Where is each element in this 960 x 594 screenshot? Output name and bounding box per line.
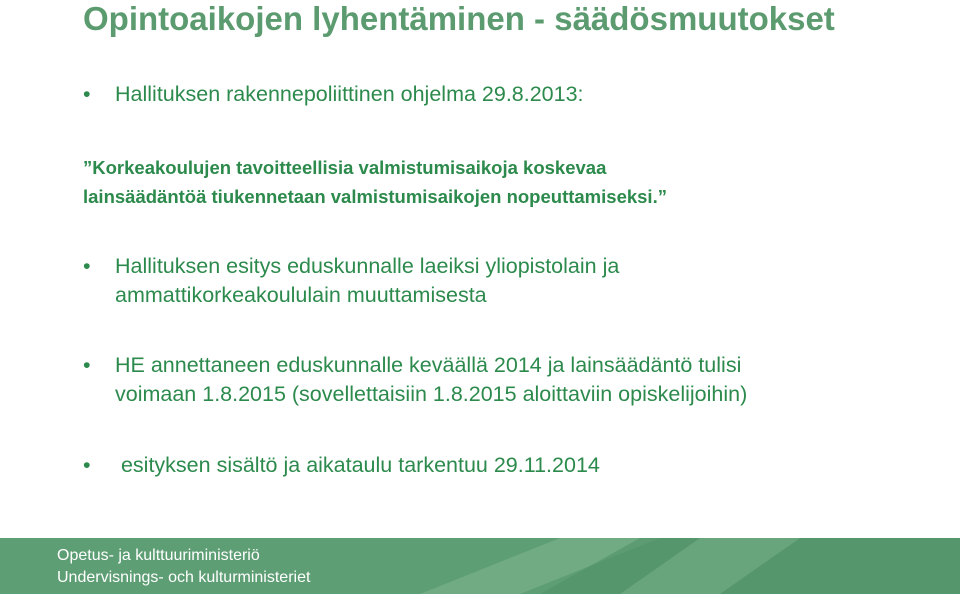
bullet-dot-icon: • [83, 254, 91, 278]
bullet-dot-icon: • [83, 353, 91, 377]
bullet-text [115, 351, 747, 409]
footer-ministry-sv: Undervisnings- och kulturministeriet [57, 569, 311, 586]
quote-block [83, 153, 667, 211]
slide-title: Opintoaikojen lyhentäminen - säädösmuutokset [83, 0, 835, 37]
bullet-text [115, 252, 619, 310]
bullet-line: voimaan 1.8.2015 (sovellettaisiin 1.8.2015 aloittaviin opiskelijoihin) [115, 382, 748, 406]
bullet-line: HE annettaneen eduskunnalle keväällä 2014 ja lainsäädäntö tulisi [115, 353, 742, 377]
bullet-line: ammattikorkeakoululain muuttamisesta [115, 283, 487, 307]
bullet-dot-icon: • [83, 453, 91, 477]
quote-line: lainsäädäntöä tiukennetaan valmistumisaikojen nopeuttamiseksi.” [83, 186, 667, 207]
bullet-text: esityksen sisältö ja aikataulu tarkentuu 29.11.2014 [115, 453, 600, 477]
footer-band [0, 538, 960, 594]
bullet-line: Hallituksen esitys eduskunnalle laeiksi yliopistolain ja [115, 254, 620, 278]
footer-ministry-fi: Opetus- ja kulttuuriministeriö [57, 547, 260, 564]
bullet-dot-icon: • [83, 82, 91, 106]
quote-line: ”Korkeakoulujen tavoitteellisia valmistumisaikoja koskevaa [83, 157, 607, 178]
bullet-text: Hallituksen rakennepoliittinen ohjelma 29.8.2013: [115, 82, 584, 106]
